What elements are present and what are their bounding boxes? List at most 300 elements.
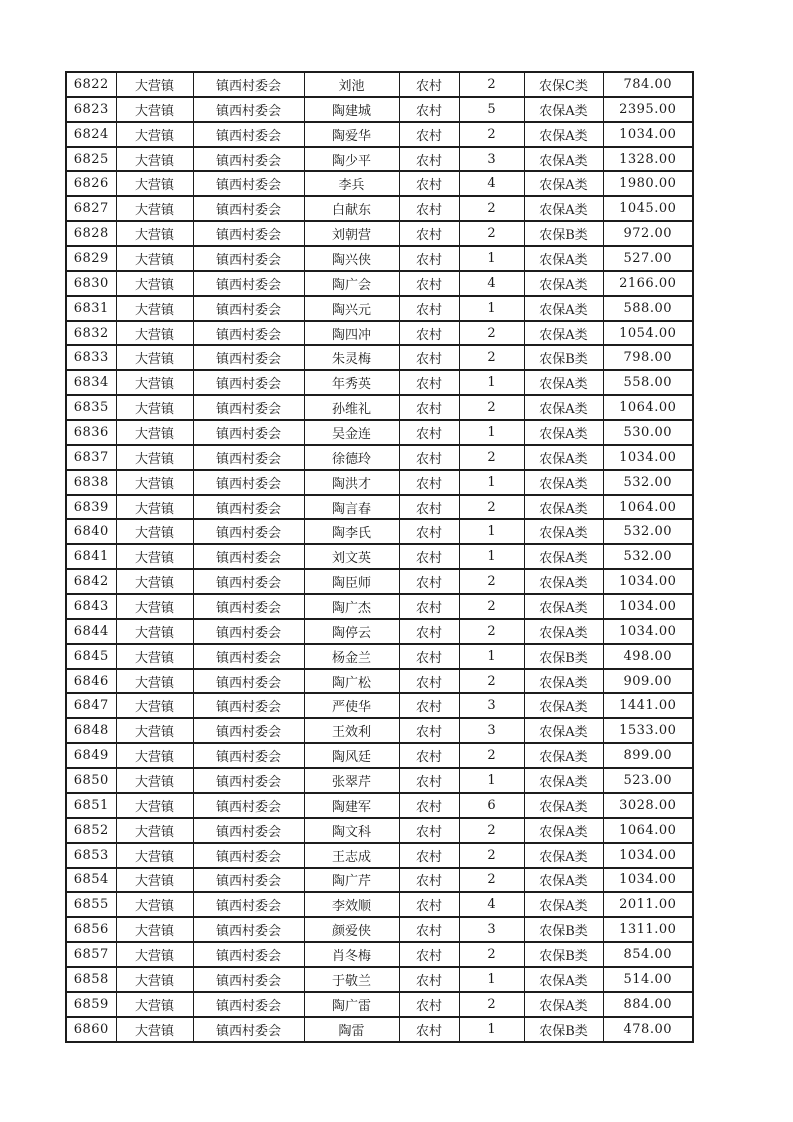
cell-person-name: 肖冬梅 [304,942,399,967]
cell-village-committee: 镇西村委会 [193,693,304,718]
cell-insurance-category: 农保A类 [524,470,603,495]
table-row [66,321,693,346]
cell-residence-type: 农村 [399,445,459,470]
cell-amount: 1045.00 [603,196,693,221]
cell-village-committee: 镇西村委会 [193,818,304,843]
cell-serial-number: 6848 [66,718,116,743]
cell-serial-number: 6834 [66,370,116,395]
cell-residence-type: 农村 [399,72,459,97]
cell-village-committee: 镇西村委会 [193,644,304,669]
table-row [66,470,693,495]
cell-serial-number: 6822 [66,72,116,97]
cell-town: 大营镇 [116,97,193,122]
cell-serial-number: 6846 [66,669,116,694]
table-row [66,942,693,967]
cell-residence-type: 农村 [399,992,459,1017]
cell-village-committee: 镇西村委会 [193,718,304,743]
cell-person-count: 2 [459,992,524,1017]
cell-person-count: 4 [459,271,524,296]
cell-village-committee: 镇西村委会 [193,917,304,942]
cell-town: 大营镇 [116,122,193,147]
cell-town: 大营镇 [116,519,193,544]
cell-insurance-category: 农保A类 [524,967,603,992]
cell-serial-number: 6847 [66,693,116,718]
cell-amount: 1064.00 [603,395,693,420]
cell-residence-type: 农村 [399,693,459,718]
table-row [66,97,693,122]
cell-person-name: 陶广雷 [304,992,399,1017]
cell-village-committee: 镇西村委会 [193,271,304,296]
cell-insurance-category: 农保B类 [524,345,603,370]
cell-person-name: 陶建军 [304,793,399,818]
cell-village-committee: 镇西村委会 [193,221,304,246]
table-row [66,196,693,221]
cell-village-committee: 镇西村委会 [193,868,304,893]
cell-residence-type: 农村 [399,171,459,196]
cell-amount: 1034.00 [603,843,693,868]
cell-person-count: 2 [459,619,524,644]
cell-insurance-category: 农保A类 [524,445,603,470]
cell-village-committee: 镇西村委会 [193,395,304,420]
table-row [66,992,693,1017]
cell-serial-number: 6844 [66,619,116,644]
cell-residence-type: 农村 [399,470,459,495]
cell-insurance-category: 农保A类 [524,171,603,196]
cell-serial-number: 6837 [66,445,116,470]
cell-person-count: 1 [459,246,524,271]
cell-person-name: 陶少平 [304,147,399,172]
cell-insurance-category: 农保A类 [524,420,603,445]
cell-residence-type: 农村 [399,345,459,370]
table-row [66,519,693,544]
cell-person-name: 陶建城 [304,97,399,122]
cell-village-committee: 镇西村委会 [193,519,304,544]
cell-residence-type: 农村 [399,569,459,594]
cell-amount: 899.00 [603,743,693,768]
cell-person-count: 3 [459,718,524,743]
cell-amount: 1034.00 [603,594,693,619]
cell-insurance-category: 农保A类 [524,992,603,1017]
cell-person-count: 2 [459,395,524,420]
cell-person-name: 杨金兰 [304,644,399,669]
cell-insurance-category: 农保A类 [524,495,603,520]
cell-amount: 884.00 [603,992,693,1017]
cell-town: 大营镇 [116,445,193,470]
cell-person-name: 李效顺 [304,892,399,917]
cell-person-name: 孙维礼 [304,395,399,420]
cell-amount: 1034.00 [603,445,693,470]
cell-person-name: 陶言春 [304,495,399,520]
cell-person-count: 2 [459,72,524,97]
cell-town: 大营镇 [116,718,193,743]
cell-person-count: 6 [459,793,524,818]
cell-person-count: 2 [459,942,524,967]
cell-person-count: 1 [459,370,524,395]
cell-amount: 498.00 [603,644,693,669]
cell-amount: 1054.00 [603,321,693,346]
cell-person-name: 王志成 [304,843,399,868]
cell-amount: 798.00 [603,345,693,370]
cell-insurance-category: 农保A类 [524,868,603,893]
cell-amount: 532.00 [603,519,693,544]
cell-residence-type: 农村 [399,818,459,843]
cell-serial-number: 6859 [66,992,116,1017]
cell-village-committee: 镇西村委会 [193,420,304,445]
cell-amount: 1533.00 [603,718,693,743]
cell-residence-type: 农村 [399,743,459,768]
cell-town: 大营镇 [116,395,193,420]
cell-town: 大营镇 [116,470,193,495]
cell-amount: 530.00 [603,420,693,445]
cell-town: 大营镇 [116,917,193,942]
table-row [66,818,693,843]
cell-village-committee: 镇西村委会 [193,196,304,221]
cell-person-name: 王效利 [304,718,399,743]
cell-person-count: 2 [459,122,524,147]
table-row [66,370,693,395]
cell-person-name: 徐德玲 [304,445,399,470]
cell-town: 大营镇 [116,868,193,893]
cell-amount: 1034.00 [603,868,693,893]
cell-residence-type: 农村 [399,196,459,221]
cell-town: 大营镇 [116,793,193,818]
cell-serial-number: 6851 [66,793,116,818]
cell-insurance-category: 农保A类 [524,395,603,420]
table-row [66,967,693,992]
table-row [66,843,693,868]
cell-insurance-category: 农保A类 [524,97,603,122]
cell-serial-number: 6824 [66,122,116,147]
cell-amount: 1064.00 [603,495,693,520]
cell-village-committee: 镇西村委会 [193,569,304,594]
cell-village-committee: 镇西村委会 [193,246,304,271]
cell-person-name: 陶洪才 [304,470,399,495]
cell-village-committee: 镇西村委会 [193,1017,304,1042]
cell-person-count: 1 [459,1017,524,1042]
cell-village-committee: 镇西村委会 [193,967,304,992]
cell-serial-number: 6838 [66,470,116,495]
table-row [66,221,693,246]
cell-person-count: 3 [459,147,524,172]
cell-town: 大营镇 [116,892,193,917]
cell-residence-type: 农村 [399,370,459,395]
table-row [66,171,693,196]
cell-residence-type: 农村 [399,1017,459,1042]
cell-person-count: 2 [459,221,524,246]
cell-village-committee: 镇西村委会 [193,147,304,172]
cell-town: 大营镇 [116,420,193,445]
table-row [66,1017,693,1042]
table-row [66,768,693,793]
cell-person-count: 3 [459,917,524,942]
cell-serial-number: 6823 [66,97,116,122]
table-row [66,296,693,321]
cell-insurance-category: 农保A类 [524,544,603,569]
cell-person-count: 1 [459,296,524,321]
table-row [66,544,693,569]
cell-insurance-category: 农保B类 [524,644,603,669]
cell-amount: 3028.00 [603,793,693,818]
cell-residence-type: 农村 [399,221,459,246]
cell-person-name: 陶广杰 [304,594,399,619]
cell-amount: 1064.00 [603,818,693,843]
cell-person-name: 张翠芹 [304,768,399,793]
cell-insurance-category: 农保A类 [524,569,603,594]
cell-insurance-category: 农保A类 [524,743,603,768]
cell-village-committee: 镇西村委会 [193,942,304,967]
cell-amount: 527.00 [603,246,693,271]
cell-insurance-category: 农保A类 [524,619,603,644]
cell-person-name: 刘朝营 [304,221,399,246]
cell-person-count: 2 [459,196,524,221]
cell-village-committee: 镇西村委会 [193,296,304,321]
table-row [66,122,693,147]
cell-person-count: 2 [459,495,524,520]
cell-serial-number: 6853 [66,843,116,868]
cell-person-count: 1 [459,470,524,495]
cell-village-committee: 镇西村委会 [193,843,304,868]
cell-insurance-category: 农保A类 [524,321,603,346]
cell-town: 大营镇 [116,221,193,246]
cell-residence-type: 农村 [399,495,459,520]
cell-town: 大营镇 [116,992,193,1017]
cell-amount: 1311.00 [603,917,693,942]
cell-amount: 1328.00 [603,147,693,172]
cell-serial-number: 6836 [66,420,116,445]
cell-amount: 1034.00 [603,569,693,594]
cell-town: 大营镇 [116,196,193,221]
cell-person-count: 1 [459,519,524,544]
cell-person-count: 2 [459,669,524,694]
cell-residence-type: 农村 [399,321,459,346]
cell-insurance-category: 农保A类 [524,669,603,694]
cell-person-name: 李兵 [304,171,399,196]
cell-amount: 2166.00 [603,271,693,296]
cell-insurance-category: 农保A类 [524,147,603,172]
cell-insurance-category: 农保A类 [524,818,603,843]
cell-residence-type: 农村 [399,122,459,147]
table-row [66,644,693,669]
cell-village-committee: 镇西村委会 [193,892,304,917]
cell-person-count: 4 [459,892,524,917]
cell-person-count: 2 [459,345,524,370]
cell-village-committee: 镇西村委会 [193,495,304,520]
cell-residence-type: 农村 [399,644,459,669]
cell-amount: 1980.00 [603,171,693,196]
cell-insurance-category: 农保A类 [524,768,603,793]
cell-village-committee: 镇西村委会 [193,445,304,470]
cell-insurance-category: 农保A类 [524,296,603,321]
table-row [66,147,693,172]
cell-village-committee: 镇西村委会 [193,669,304,694]
cell-serial-number: 6860 [66,1017,116,1042]
cell-town: 大营镇 [116,594,193,619]
cell-person-name: 陶广松 [304,669,399,694]
cell-town: 大营镇 [116,147,193,172]
cell-person-name: 陶文科 [304,818,399,843]
cell-amount: 2011.00 [603,892,693,917]
cell-residence-type: 农村 [399,147,459,172]
cell-serial-number: 6830 [66,271,116,296]
cell-residence-type: 农村 [399,868,459,893]
cell-person-count: 2 [459,868,524,893]
cell-insurance-category: 农保A类 [524,370,603,395]
cell-insurance-category: 农保A类 [524,271,603,296]
cell-person-count: 5 [459,97,524,122]
cell-village-committee: 镇西村委会 [193,619,304,644]
cell-insurance-category: 农保A类 [524,718,603,743]
cell-serial-number: 6841 [66,544,116,569]
cell-person-name: 刘文英 [304,544,399,569]
cell-person-name: 陶兴侠 [304,246,399,271]
cell-insurance-category: 农保A类 [524,519,603,544]
cell-village-committee: 镇西村委会 [193,992,304,1017]
cell-person-name: 陶停云 [304,619,399,644]
cell-amount: 1441.00 [603,693,693,718]
cell-serial-number: 6827 [66,196,116,221]
cell-serial-number: 6854 [66,868,116,893]
cell-serial-number: 6850 [66,768,116,793]
cell-town: 大营镇 [116,544,193,569]
table-row [66,271,693,296]
cell-person-name: 陶风廷 [304,743,399,768]
table-row [66,345,693,370]
cell-serial-number: 6840 [66,519,116,544]
cell-serial-number: 6828 [66,221,116,246]
table-row [66,743,693,768]
cell-residence-type: 农村 [399,669,459,694]
table-row [66,72,693,97]
cell-insurance-category: 农保A类 [524,246,603,271]
cell-person-name: 陶雷 [304,1017,399,1042]
cell-insurance-category: 农保A类 [524,594,603,619]
cell-amount: 532.00 [603,544,693,569]
cell-serial-number: 6852 [66,818,116,843]
cell-insurance-category: 农保A类 [524,793,603,818]
cell-insurance-category: 农保A类 [524,843,603,868]
cell-person-count: 1 [459,644,524,669]
table-row [66,420,693,445]
cell-amount: 909.00 [603,669,693,694]
cell-town: 大营镇 [116,271,193,296]
cell-serial-number: 6831 [66,296,116,321]
cell-person-name: 陶李氏 [304,519,399,544]
cell-town: 大营镇 [116,321,193,346]
cell-residence-type: 农村 [399,271,459,296]
cell-amount: 854.00 [603,942,693,967]
cell-person-name: 朱灵梅 [304,345,399,370]
cell-residence-type: 农村 [399,892,459,917]
cell-serial-number: 6826 [66,171,116,196]
cell-residence-type: 农村 [399,519,459,544]
cell-town: 大营镇 [116,495,193,520]
cell-person-count: 2 [459,569,524,594]
cell-town: 大营镇 [116,693,193,718]
cell-village-committee: 镇西村委会 [193,97,304,122]
cell-serial-number: 6849 [66,743,116,768]
cell-village-committee: 镇西村委会 [193,370,304,395]
cell-residence-type: 农村 [399,768,459,793]
cell-village-committee: 镇西村委会 [193,793,304,818]
cell-amount: 588.00 [603,296,693,321]
cell-residence-type: 农村 [399,917,459,942]
cell-town: 大营镇 [116,644,193,669]
cell-village-committee: 镇西村委会 [193,768,304,793]
table-row [66,793,693,818]
cell-insurance-category: 农保A类 [524,892,603,917]
table-body [66,72,693,1042]
cell-residence-type: 农村 [399,718,459,743]
table-row [66,594,693,619]
cell-village-committee: 镇西村委会 [193,72,304,97]
cell-insurance-category: 农保C类 [524,72,603,97]
cell-person-count: 1 [459,544,524,569]
cell-town: 大营镇 [116,818,193,843]
cell-village-committee: 镇西村委会 [193,544,304,569]
cell-serial-number: 6835 [66,395,116,420]
cell-insurance-category: 农保B类 [524,917,603,942]
cell-town: 大营镇 [116,669,193,694]
cell-town: 大营镇 [116,768,193,793]
table-row [66,619,693,644]
table-row [66,693,693,718]
table-row [66,569,693,594]
cell-residence-type: 农村 [399,619,459,644]
cell-village-committee: 镇西村委会 [193,594,304,619]
cell-amount: 558.00 [603,370,693,395]
cell-person-count: 1 [459,967,524,992]
cell-insurance-category: 农保B类 [524,221,603,246]
cell-person-name: 陶四冲 [304,321,399,346]
cell-person-name: 严使华 [304,693,399,718]
cell-person-count: 4 [459,171,524,196]
cell-town: 大营镇 [116,345,193,370]
cell-person-count: 2 [459,743,524,768]
cell-residence-type: 农村 [399,420,459,445]
cell-town: 大营镇 [116,619,193,644]
cell-residence-type: 农村 [399,246,459,271]
cell-person-count: 2 [459,843,524,868]
table-row [66,669,693,694]
cell-town: 大营镇 [116,370,193,395]
cell-serial-number: 6858 [66,967,116,992]
cell-residence-type: 农村 [399,544,459,569]
cell-town: 大营镇 [116,296,193,321]
cell-person-name: 白献东 [304,196,399,221]
cell-amount: 2395.00 [603,97,693,122]
table-row [66,445,693,470]
cell-village-committee: 镇西村委会 [193,171,304,196]
cell-serial-number: 6832 [66,321,116,346]
cell-town: 大营镇 [116,569,193,594]
table-row [66,395,693,420]
cell-amount: 523.00 [603,768,693,793]
cell-person-count: 3 [459,693,524,718]
cell-town: 大营镇 [116,171,193,196]
cell-person-count: 2 [459,818,524,843]
cell-person-name: 陶兴元 [304,296,399,321]
cell-person-name: 刘池 [304,72,399,97]
table-row [66,892,693,917]
cell-person-name: 颜爱侠 [304,917,399,942]
cell-person-name: 年秀英 [304,370,399,395]
cell-serial-number: 6843 [66,594,116,619]
table-row [66,718,693,743]
cell-person-count: 2 [459,594,524,619]
cell-serial-number: 6855 [66,892,116,917]
cell-residence-type: 农村 [399,942,459,967]
cell-residence-type: 农村 [399,594,459,619]
